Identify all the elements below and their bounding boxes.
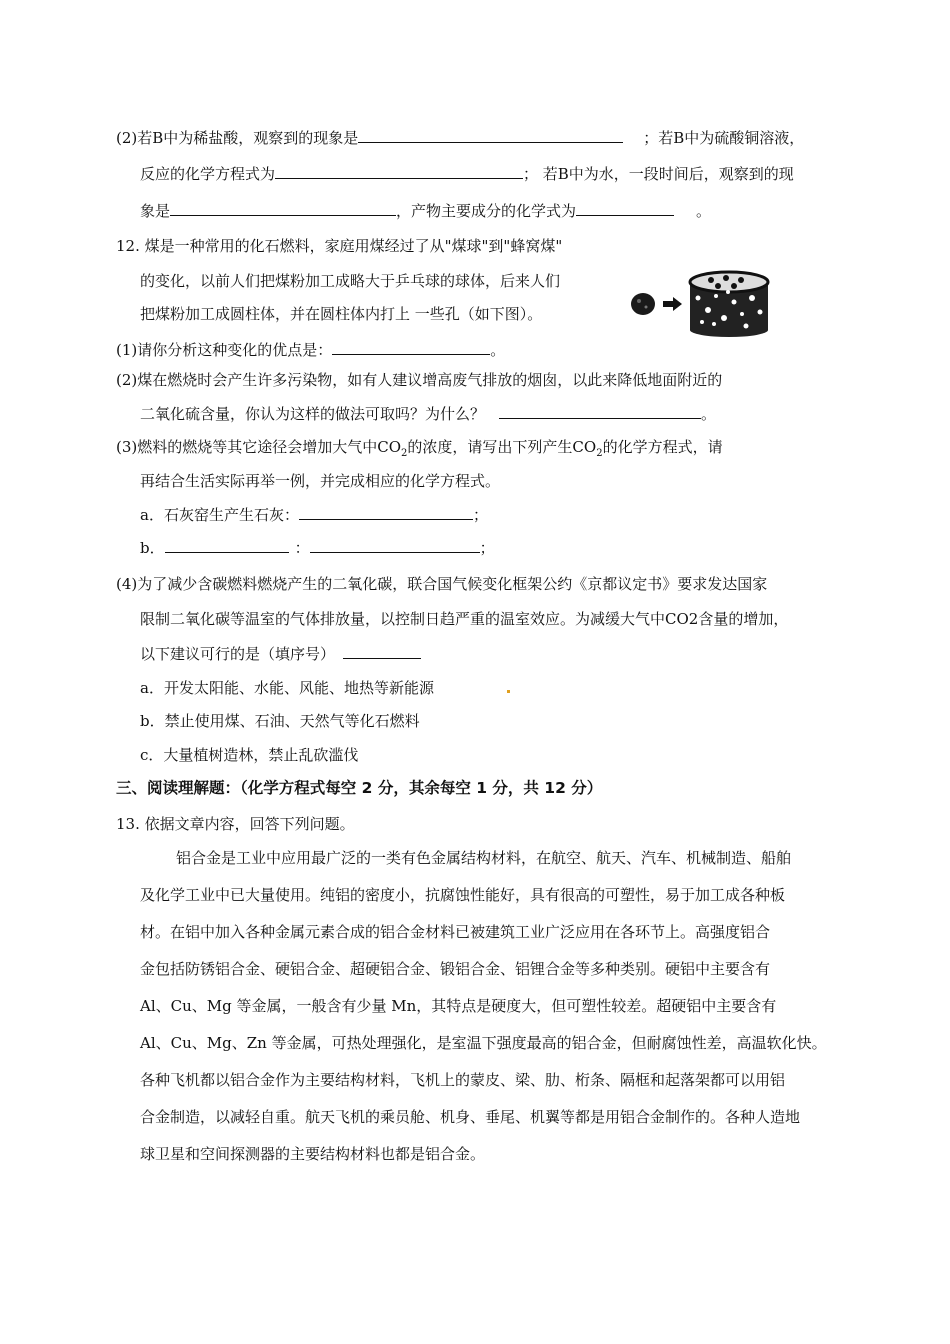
q12-part-4a: (4)为了减少含碳燃料燃烧产生的二氧化碳，联合国气候变化框架公约《京都议定书》要求发达国家	[116, 575, 768, 593]
q13-passage-line: Al、Cu、Mg 等金属，一般含有少量 Mn，其特点是硬度大，但可塑性较差。超硬铝中主要含有	[140, 997, 777, 1015]
answer-blank[interactable]	[576, 201, 674, 216]
answer-blank[interactable]	[170, 201, 396, 216]
q12-part-1: (1)请你分析这种变化的优点是： 。	[116, 341, 506, 359]
q12-option-c: c．大量植树造林，禁止乱砍滥伐	[140, 746, 359, 764]
q12-stem-1: 12. 煤是一种常用的化石燃料，家庭用煤经过了从"煤球"到"蜂窝煤"	[116, 237, 563, 255]
coal-ball-icon	[631, 293, 655, 315]
q13-passage-line: 材。在铝中加入各种金属元素合成的铝合金材料已被建筑工业广泛应用在各环节上。高强度铝合	[140, 923, 771, 941]
answer-blank[interactable]	[358, 128, 623, 143]
honeycomb-coal-icon	[690, 272, 768, 337]
q12-part-3b: 再结合生活实际再举一例，并完成相应的化学方程式。	[140, 472, 501, 490]
q13-passage-line: 铝合金是工业中应用最广泛的一类有色金属结构材料，在航空、航天、汽车、机械制造、船舶	[176, 849, 792, 867]
q12-part-2a: (2)煤在燃烧时会产生许多污染物，如有人建议增高废气排放的烟囱，以此来降低地面附近的	[116, 371, 723, 389]
q13-passage-line: 合金制造，以减轻自重。航天飞机的乘员舱、机身、垂尾、机翼等都是用铝合金制作的。各种人造地	[140, 1108, 801, 1126]
q13-passage-line: 金包括防锈铝合金、硬铝合金、超硬铝合金、锻铝合金、铝锂合金等多种类别。硬铝中主要含有	[140, 960, 771, 978]
q11-line-3: 象是 ，产物主要成分的化学式为 。	[140, 202, 712, 220]
q12-option-b: b．禁止使用煤、石油、天然气等化石燃料	[140, 712, 420, 730]
answer-blank[interactable]	[299, 505, 473, 520]
arrow-icon	[663, 297, 682, 311]
q12-part-3d: b． ： ；	[140, 539, 495, 557]
q13-passage-line: 各种飞机都以铝合金作为主要结构材料，飞机上的蒙皮、梁、肋、桁条、隔框和起落架都可以用铝	[140, 1071, 786, 1089]
q12-part-4b: 限制二氧化碳等温室的气体排放量，以控制日趋严重的温室效应。为减缓大气中CO2含量的增加，	[140, 610, 789, 628]
q12-stem-3: 把煤粉加工成圆柱体，并在圆柱体内打上 一些孔（如下图）。	[140, 305, 543, 323]
answer-blank[interactable]	[275, 164, 523, 179]
answer-blank[interactable]	[332, 340, 490, 355]
q12-part-4c: 以下建议可行的是（填序号）	[140, 644, 421, 664]
q13-passage-line: Al、Cu、Mg、Zn 等金属，可热处理强化，是室温下强度最高的铝合金，但耐腐蚀性差，高温软化快。	[140, 1034, 827, 1052]
answer-blank[interactable]	[165, 538, 289, 553]
q11-line-2: 反应的化学方程式为 ； 若B中为水，一段时间后，观察到的现	[140, 165, 794, 183]
q13-passage-line: 及化学工业中已大量使用。纯铝的密度小，抗腐蚀性能好，具有很高的可塑性，易于加工成各种板	[140, 886, 786, 904]
stray-mark	[507, 690, 510, 693]
q13-intro: 13. 依据文章内容，回答下列问题。	[116, 815, 355, 833]
q12-part-3a: (3)燃料的燃烧等其它途径会增加大气中$CO_2$的浓度，请写出下列产生$CO_2$的化学方程式，请	[116, 438, 723, 459]
q12-option-a: a．开发太阳能、水能、风能、地热等新能源	[140, 679, 434, 697]
q12-part-3c: a．石灰窑生产生石灰： ；	[140, 506, 488, 524]
q12-stem-2: 的变化，以前人们把煤粉加工成略大于乒乓球的球体，后来人们	[140, 272, 561, 290]
q11-line-1: (2)若B中为稀盐酸，观察到的现象是 ；若B中为硫酸铜溶液，	[116, 129, 805, 147]
answer-blank[interactable]	[310, 538, 480, 553]
q12-part-2b: 二氧化硫含量，你认为这样的做法可取吗？为什么？ 。	[140, 405, 717, 423]
q13-passage-line: 球卫星和空间探测器的主要结构材料也都是铝合金。	[140, 1145, 486, 1163]
section-3-heading: 三、阅读理解题：（化学方程式每空 2 分，其余每空 1 分，共 12 分）	[116, 779, 603, 797]
answer-blank[interactable]	[343, 644, 421, 659]
coal-figure	[626, 268, 774, 338]
answer-blank[interactable]	[499, 404, 701, 419]
